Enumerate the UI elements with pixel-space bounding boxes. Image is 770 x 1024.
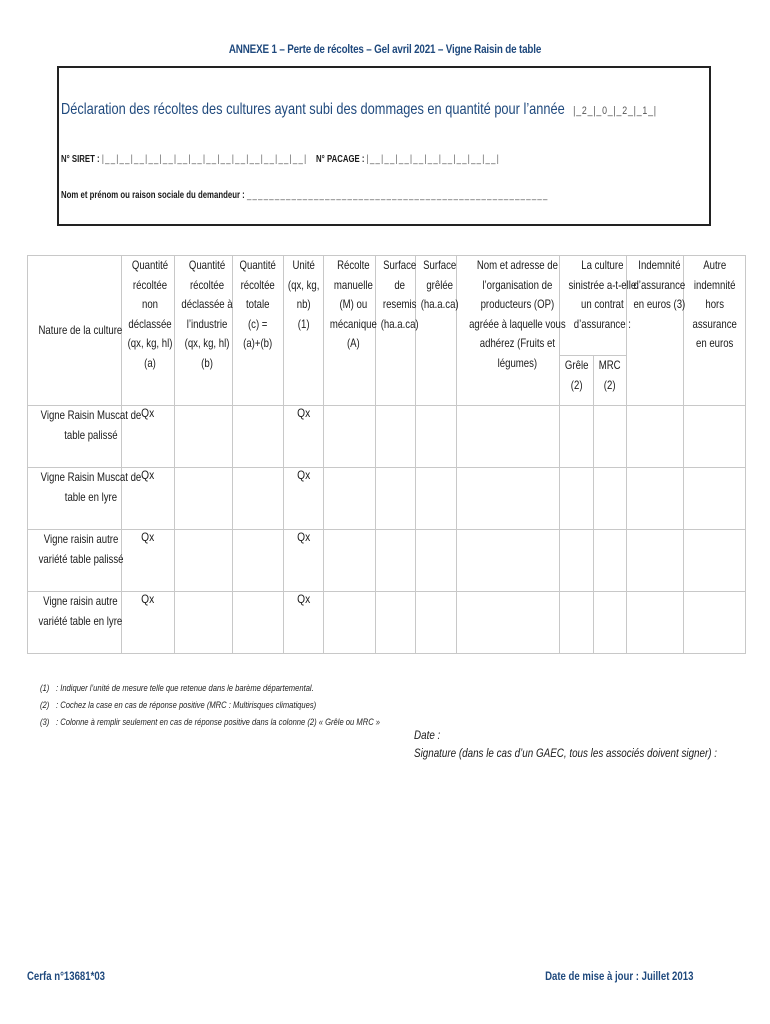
row-input-cell[interactable]	[594, 592, 627, 654]
siret-label: N° SIRET :	[61, 154, 100, 165]
row-input-cell[interactable]	[233, 468, 284, 530]
row-unit-value: Qx	[296, 406, 311, 420]
row-nature-line: table palissé	[64, 427, 118, 442]
header-line: (b)	[201, 355, 213, 370]
row-input-cell[interactable]	[684, 530, 746, 592]
row-input-cell[interactable]	[233, 530, 284, 592]
row-unit-value: Qx	[296, 530, 311, 544]
header-line: (qx, kg,	[287, 277, 320, 292]
row-input-cell[interactable]	[457, 592, 560, 654]
table-row	[28, 468, 746, 530]
row-input-cell[interactable]	[594, 406, 627, 468]
header-line: (a)	[144, 355, 156, 370]
row-qty-unit: Qx	[141, 592, 155, 606]
row-input-cell[interactable]	[684, 406, 746, 468]
row-nature-line: Vigne raisin autre	[43, 532, 119, 546]
header-line: non	[141, 297, 159, 311]
applicant-name-label: Nom et prénom ou raison sociale du demandeur :	[61, 190, 245, 201]
header-line: (ha.a.ca)	[380, 316, 419, 331]
footnote-text: : Colonne à remplir seulement en cas de réponse positive dans la colonne (2) « Grêle ou MRC »	[56, 717, 381, 728]
header-line: (qx, kg, hl)	[184, 336, 230, 350]
header-line: Nom et adresse de	[476, 258, 558, 272]
row-input-cell[interactable]	[627, 468, 684, 530]
declaration-heading	[61, 101, 657, 119]
row-nature-cell	[28, 468, 142, 530]
header-line: sinistrée a-t-elle	[568, 277, 637, 292]
header-line: Récolte	[337, 258, 370, 272]
row-input-cell[interactable]	[376, 468, 416, 530]
row-nature-line: Vigne Raisin Muscat de	[40, 408, 142, 422]
row-nature-cell	[28, 592, 122, 654]
row-nature-line: variété table palissé	[38, 551, 124, 566]
row-input-cell[interactable]	[416, 468, 457, 530]
header-line: Autre	[703, 258, 726, 272]
siret-line	[61, 154, 500, 165]
header-line: déclassée	[128, 316, 172, 331]
header-line: d’assurance	[633, 277, 686, 292]
row-nature-line: Vigne Raisin Muscat de	[40, 470, 142, 484]
header-assurance	[560, 256, 637, 356]
row-input-cell[interactable]	[376, 592, 416, 654]
header-line: agréée à laquelle vous	[469, 316, 566, 331]
header-line: (ha.a.ca)	[420, 297, 459, 311]
header-line: Quantité	[239, 258, 277, 272]
header-line: nb)	[296, 297, 311, 311]
row-input-cell[interactable]	[560, 406, 594, 468]
table-row	[28, 406, 746, 468]
header-line: (1)	[297, 316, 310, 331]
header-line: de	[394, 277, 406, 292]
header-line: (M) ou	[339, 297, 368, 311]
table-row	[28, 592, 746, 654]
header-line: d’assurance :	[573, 316, 631, 331]
declaration-heading-text: Déclaration des récoltes des cultures ayant subi des dommages en quantité pour l’année	[61, 101, 565, 118]
header-autre	[684, 256, 746, 406]
year-field[interactable]: |_2_|_0_|_2_|_1_|	[573, 105, 657, 117]
row-input-cell[interactable]	[684, 468, 746, 530]
row-input-cell[interactable]	[175, 530, 233, 592]
row-input-cell[interactable]	[457, 468, 560, 530]
row-input-cell[interactable]	[175, 468, 233, 530]
row-input-cell[interactable]	[684, 592, 746, 654]
header-line: Surface	[423, 258, 457, 272]
header-line: totale	[246, 297, 270, 311]
header-line: Surface	[383, 258, 417, 272]
row-input-cell[interactable]	[175, 592, 233, 654]
row-input-cell[interactable]	[457, 406, 560, 468]
row-input-cell[interactable]	[233, 406, 284, 468]
row-unit-cell[interactable]	[284, 468, 324, 530]
header-unite	[284, 256, 324, 406]
row-input-cell[interactable]	[416, 592, 457, 654]
footnote-number: (3)	[40, 717, 50, 728]
header-line: (c) =	[248, 316, 268, 331]
header-line: en euros	[695, 336, 734, 350]
header-nature: Nature de la culture	[28, 256, 122, 406]
header-line: adhérez (Fruits et	[479, 336, 556, 350]
row-qty-cell[interactable]	[122, 530, 175, 592]
header-line: (A)	[346, 336, 360, 350]
date-label: Date :	[414, 728, 441, 742]
row-input-cell[interactable]	[560, 530, 594, 592]
header-op	[457, 256, 566, 406]
row-qty-unit: Qx	[141, 406, 155, 420]
footnotes	[40, 680, 465, 731]
header-line: l’industrie	[186, 316, 228, 331]
siret-field[interactable]: |__|__|__|__|__|__|__|__|__|__|__|__|__|__|	[101, 154, 308, 165]
pacage-label: N° PACAGE :	[316, 154, 365, 165]
row-nature-line: variété table en lyre	[38, 613, 123, 628]
footnote-text: : Indiquer l’unité de mesure telle que retenue dans le barème départemental.	[56, 683, 314, 694]
pacage-field[interactable]: |__|__|__|__|__|__|__|__|__|	[366, 154, 500, 165]
harvest-table	[27, 255, 746, 654]
header-line: Quantité	[188, 258, 226, 272]
row-qty-cell[interactable]	[122, 592, 175, 654]
footnote	[40, 680, 380, 697]
header-surface-resemis	[376, 256, 419, 406]
header-line: assurance	[692, 316, 737, 331]
header-grele	[560, 356, 594, 406]
header-line: Indemnité	[638, 258, 681, 272]
header-line: MRC	[599, 358, 621, 372]
header-line: récoltée	[132, 277, 168, 292]
row-unit-value: Qx	[296, 468, 311, 482]
footnote	[40, 714, 380, 731]
header-line: indemnité	[693, 277, 736, 292]
row-input-cell[interactable]	[627, 592, 684, 654]
row-input-cell[interactable]	[175, 406, 233, 468]
row-nature-line: table en lyre	[64, 489, 118, 504]
row-nature-line: Vigne raisin autre	[43, 594, 118, 608]
header-line: mécanique	[329, 316, 377, 331]
row-nature-cell	[28, 406, 142, 468]
row-input-cell[interactable]	[594, 468, 627, 530]
footnote	[40, 697, 380, 714]
update-date: Date de mise à jour : Juillet 2013	[544, 969, 693, 983]
row-input-cell[interactable]	[324, 468, 376, 530]
row-input-cell[interactable]	[627, 530, 684, 592]
header-line: légumes)	[497, 355, 538, 370]
row-unit-cell[interactable]	[284, 530, 324, 592]
header-line: récoltée	[240, 277, 276, 292]
row-input-cell[interactable]	[324, 530, 376, 592]
header-line: (2)	[604, 377, 616, 392]
header-surface-grelee	[416, 256, 457, 406]
row-input-cell[interactable]	[324, 406, 376, 468]
row-nature-cell	[28, 530, 122, 592]
row-input-cell[interactable]	[560, 592, 594, 654]
row-input-cell[interactable]	[594, 530, 627, 592]
row-input-cell[interactable]	[233, 592, 284, 654]
header-line: (qx, kg, hl)	[127, 336, 173, 350]
row-qty-unit: Qx	[141, 530, 155, 544]
header-line: en euros (3)	[633, 297, 686, 311]
footnote-number: (1)	[40, 683, 50, 694]
applicant-name-field[interactable]: ______________________________________________________	[246, 190, 549, 201]
row-input-cell[interactable]	[627, 406, 684, 468]
table-row	[28, 530, 746, 592]
header-line: (2)	[570, 377, 583, 392]
header-line: hors	[705, 297, 724, 311]
page-title: ANNEXE 1 – Perte de récoltes – Gel avril 2021 – Vigne Raisin de table	[228, 42, 542, 56]
header-line: La culture	[581, 258, 624, 272]
header-qty-declassee	[175, 256, 233, 406]
footnote-text: : Cochez la case en cas de réponse positive (MRC : Multirisques climatiques)	[56, 700, 317, 711]
header-line: Quantité	[131, 258, 169, 272]
row-input-cell[interactable]	[457, 530, 560, 592]
row-unit-cell[interactable]	[284, 592, 324, 654]
header-qty-totale	[233, 256, 284, 406]
header-recolte	[324, 256, 376, 406]
applicant-name-line	[61, 190, 549, 201]
header-line: (a)+(b)	[243, 336, 273, 350]
row-input-cell[interactable]	[416, 530, 457, 592]
header-line: resemis	[382, 297, 417, 311]
header-mrc	[594, 356, 627, 406]
footnote-number: (2)	[40, 700, 50, 711]
row-input-cell[interactable]	[376, 406, 416, 468]
header-line: Unité	[292, 258, 315, 272]
header-line: Grêle	[564, 358, 589, 372]
row-unit-cell[interactable]	[284, 406, 324, 468]
header-line: grêlée	[426, 277, 454, 292]
header-line: récoltée	[189, 277, 225, 292]
row-input-cell[interactable]	[376, 530, 416, 592]
header-line: un contrat	[580, 297, 624, 311]
row-input-cell[interactable]	[324, 592, 376, 654]
declaration-box	[57, 66, 711, 226]
header-line: manuelle	[333, 277, 373, 292]
row-input-cell[interactable]	[560, 468, 594, 530]
row-qty-unit: Qx	[141, 468, 155, 482]
signature-label: Signature (dans le cas d’un GAEC, tous les associés doivent signer) :	[414, 746, 718, 760]
header-line: l’organisation de	[482, 277, 553, 292]
header-qty-non-declassee	[122, 256, 175, 406]
header-line: producteurs (OP)	[480, 297, 555, 311]
row-unit-value: Qx	[296, 592, 311, 606]
header-line: déclassée à	[181, 297, 233, 311]
cerfa-number: Cerfa n°13681*03	[27, 969, 106, 983]
row-input-cell[interactable]	[416, 406, 457, 468]
